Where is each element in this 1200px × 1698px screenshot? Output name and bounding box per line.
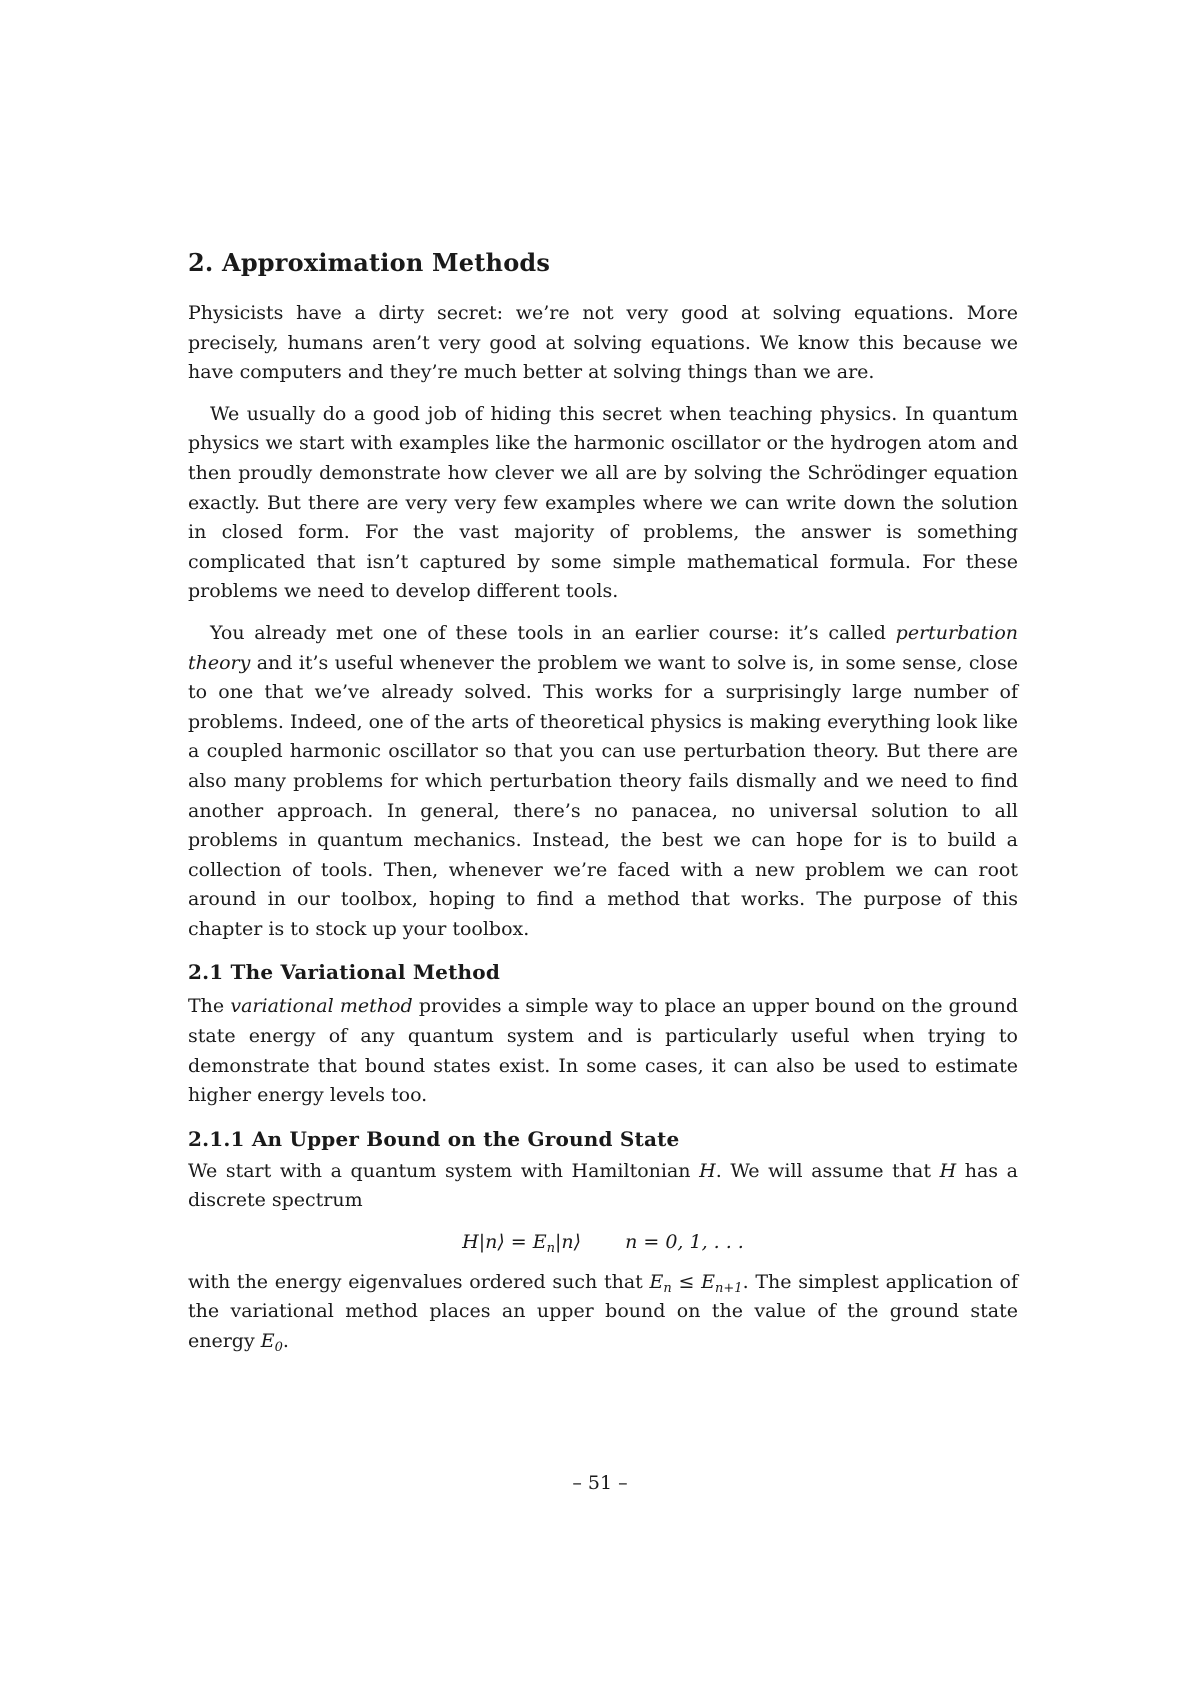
equation-subscript: n [546,1241,556,1257]
equation-rhs: |n⟩ [555,1231,582,1254]
subsection-paragraph-1-text-b: . We will assume that [715,1159,940,1182]
equation-lhs: H|n⟩ = E [462,1231,547,1254]
intro-paragraph-1: Physicists have a dirty secret: we’re not very good at solving equations. More precisely, humans aren’t very good at solving equations. We know this because we have computers and they’re much better at solving things than we are. [188,302,1018,384]
subsection-paragraph-2-text-b: . The simplest application of the variational method places an upper bound on the value of the ground state energy [188,1270,1019,1352]
intro-paragraph-3-text-a: You already met one of these tools in an earlier course: it’s called [210,621,896,644]
section-paragraph-text-a: The [188,995,231,1018]
intro-paragraph-2: We usually do a good job of hiding this secret when teaching physics. In quantum physics we start with examples like the harmonic oscillator or the hydrogen atom and then proudly demonstrate how clever we all are by solving the Schrödinger equation exactly. But there are very very few examples where we can write down the solution in closed form. For the vast majority of problems, the answer is something complicated that isn’t captured by some simple mathematical formula. For these problems we need to develop different tools. [188,402,1018,603]
equation-range: n = 0, 1, . . . [625,1231,744,1254]
section-title: 2.1 The Variational Method [188,960,501,985]
subsection-paragraph-2 [188,1268,1018,1357]
chapter-title: 2. Approximation Methods [188,248,551,277]
page-content [188,248,1018,1368]
energy-En1-subscript: n+1 [715,1280,743,1296]
hamiltonian-symbol-2: H [939,1159,957,1182]
ground-energy-symbol: E [260,1329,275,1352]
variational-method-term: variational method [230,995,413,1018]
section-paragraph [188,992,1018,1110]
page-number: – 51 – [572,1472,628,1494]
subsection-title: 2.1.1 An Upper Bound on the Ground State [188,1126,680,1151]
subsection-paragraph-1-text-c: has a discrete spectrum [188,1159,1018,1212]
subsection-paragraph-1-text-a: We start with a quantum system with Hamiltonian [188,1159,700,1182]
eigenvalue-equation [188,1228,1018,1258]
subsection-paragraph-2-text-a: with the energy eigenvalues ordered such that [188,1270,650,1293]
perturbation-theory-term: perturbation theory [188,621,1018,674]
energy-En: E [649,1270,664,1293]
section-paragraph-text-b: provides a simple way to place an upper bound on the ground state energy of any quantum system and is particularly useful when trying to demonstrate that bound states exist. In some cases, it can also be used to estimate higher energy levels too. [188,995,1018,1107]
less-equal-sign: ≤ [671,1270,702,1293]
energy-En1: E [701,1270,716,1293]
energy-En-subscript: n [663,1280,672,1296]
ground-energy-subscript: 0 [274,1339,283,1355]
subsection-paragraph-2-text-c: . [282,1329,289,1352]
intro-paragraph-3-text-b: and it’s useful whenever the problem we want to solve is, in some sense, close to one that we’ve already solved. This works for a surprisingly large number of problems. Indeed, one of the arts of theoretical physics is making everything look like a coupled harmonic oscillator so that you can use perturbation theory. But there are also many problems for which perturbation theory fails dismally and we need to find another approach. In general, there’s no panacea, no universal solution to all problems in quantum mechanics. Instead, the best we can hope for is to build a collection of tools. Then, whenever we’re faced with a new problem we can root around in our toolbox, hoping to find a method that works. The purpose of this chapter is to stock up your toolbox. [188,651,1018,940]
hamiltonian-symbol: H [699,1159,716,1182]
subsection-paragraph-1 [188,1157,1018,1216]
intro-paragraph-3 [188,619,1018,945]
